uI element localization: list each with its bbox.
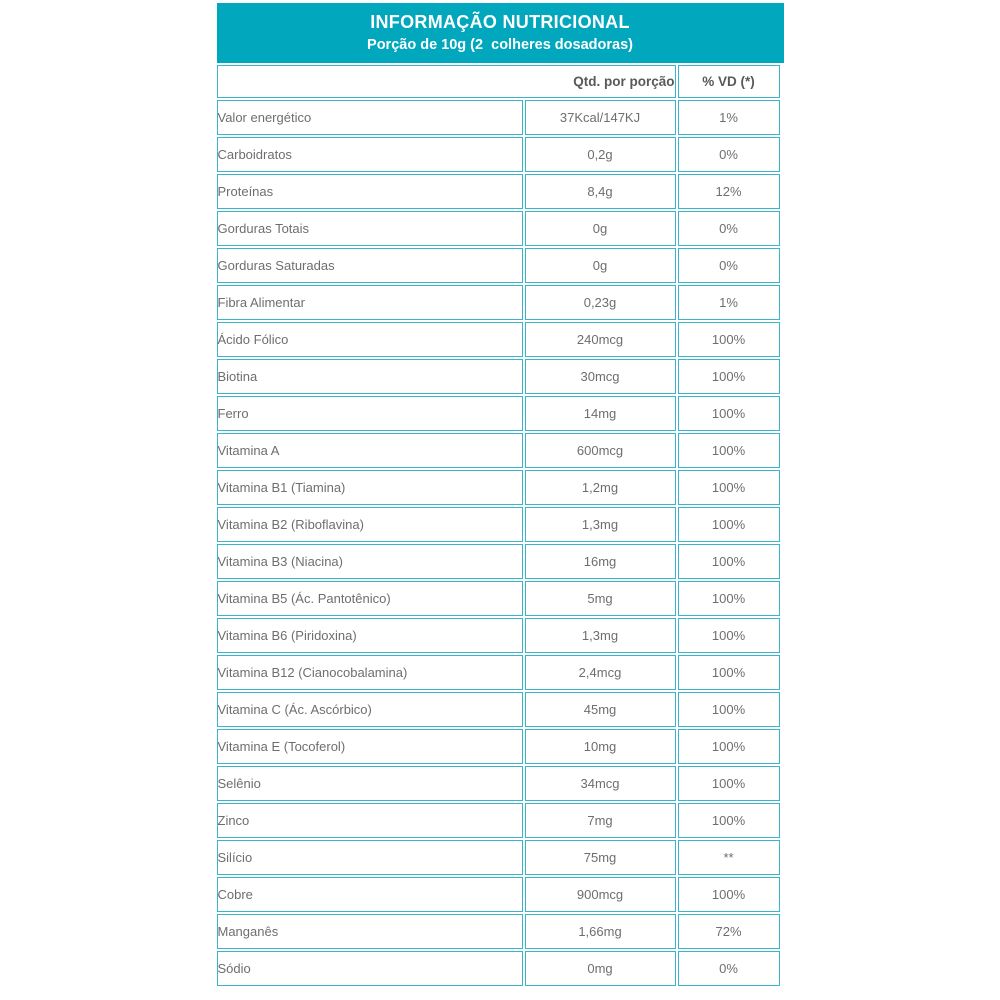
quantity-cell: 0g: [525, 211, 676, 246]
table-row: [217, 100, 780, 135]
table-body: [217, 100, 780, 986]
nutrient-name-cell: Vitamina B6 (Piridoxina): [217, 618, 523, 653]
daily-value-cell: 100%: [678, 766, 780, 801]
nutrient-name-cell: Vitamina B3 (Niacina): [217, 544, 523, 579]
nutrition-facts-table: [215, 63, 782, 988]
nutrient-name-cell: Vitamina C (Ác. Ascórbico): [217, 692, 523, 727]
nutrient-name-cell: Vitamina B5 (Ác. Pantotênico): [217, 581, 523, 616]
quantity-cell: 30mcg: [525, 359, 676, 394]
nutrient-name-cell: Vitamina B1 (Tiamina): [217, 470, 523, 505]
daily-value-cell: 12%: [678, 174, 780, 209]
quantity-cell: 0mg: [525, 951, 676, 986]
nutrient-name-cell: Vitamina A: [217, 433, 523, 468]
table-row: [217, 433, 780, 468]
daily-value-cell: 72%: [678, 914, 780, 949]
quantity-cell: 34mcg: [525, 766, 676, 801]
nutrient-name-cell: Vitamina B2 (Riboflavina): [217, 507, 523, 542]
table-row: [217, 285, 780, 320]
quantity-cell: 0,23g: [525, 285, 676, 320]
daily-value-cell: 100%: [678, 470, 780, 505]
table-row: [217, 914, 780, 949]
table-row: [217, 729, 780, 764]
daily-value-cell: 100%: [678, 433, 780, 468]
quantity-cell: 0g: [525, 248, 676, 283]
quantity-cell: 45mg: [525, 692, 676, 727]
table-row: [217, 692, 780, 727]
nutrient-name-cell: Valor energético: [217, 100, 523, 135]
daily-value-cell: 100%: [678, 581, 780, 616]
nutrient-name-cell: Gorduras Totais: [217, 211, 523, 246]
quantity-cell: 1,3mg: [525, 507, 676, 542]
nutrition-label: [217, 0, 784, 988]
nutrient-name-cell: Ferro: [217, 396, 523, 431]
table-row: [217, 803, 780, 838]
quantity-cell: 900mcg: [525, 877, 676, 912]
daily-value-cell: 100%: [678, 618, 780, 653]
table-row: [217, 766, 780, 801]
daily-value-cell: 1%: [678, 100, 780, 135]
table-row: [217, 618, 780, 653]
quantity-cell: 16mg: [525, 544, 676, 579]
nutrient-name-cell: Carboidratos: [217, 137, 523, 172]
daily-value-cell: 100%: [678, 544, 780, 579]
nutrient-name-cell: Cobre: [217, 877, 523, 912]
nutrient-name-cell: Zinco: [217, 803, 523, 838]
daily-value-cell: 100%: [678, 803, 780, 838]
daily-value-cell: 100%: [678, 729, 780, 764]
daily-value-cell: 100%: [678, 655, 780, 690]
table-row: [217, 322, 780, 357]
nutrient-name-cell: Gorduras Saturadas: [217, 248, 523, 283]
daily-value-cell: 100%: [678, 396, 780, 431]
nutrient-name-cell: Silício: [217, 840, 523, 875]
quantity-cell: 8,4g: [525, 174, 676, 209]
quantity-cell: 0,2g: [525, 137, 676, 172]
table-row: [217, 359, 780, 394]
daily-value-cell: 100%: [678, 359, 780, 394]
daily-value-cell: 0%: [678, 211, 780, 246]
table-row: [217, 174, 780, 209]
daily-value-cell: 0%: [678, 137, 780, 172]
table-row: [217, 211, 780, 246]
table-header-banner: [217, 3, 784, 63]
table-row: [217, 137, 780, 172]
quantity-cell: 37Kcal/147KJ: [525, 100, 676, 135]
quantity-cell: 240mcg: [525, 322, 676, 357]
table-row: [217, 248, 780, 283]
daily-value-cell: 0%: [678, 248, 780, 283]
table-row: [217, 544, 780, 579]
daily-value-cell: **: [678, 840, 780, 875]
quantity-cell: 14mg: [525, 396, 676, 431]
nutrient-name-cell: Manganês: [217, 914, 523, 949]
nutrient-name-cell: Vitamina E (Tocoferol): [217, 729, 523, 764]
daily-value-cell: 100%: [678, 507, 780, 542]
serving-size: Porção de 10g (2 colheres dosadoras): [367, 37, 633, 53]
daily-value-cell: 100%: [678, 322, 780, 357]
column-header-row: [217, 65, 780, 98]
table-title: INFORMAÇÃO NUTRICIONAL: [370, 12, 630, 32]
daily-value-cell: 1%: [678, 285, 780, 320]
daily-value-cell: 100%: [678, 692, 780, 727]
quantity-cell: 1,2mg: [525, 470, 676, 505]
table-row: [217, 581, 780, 616]
nutrient-name-cell: Ácido Fólico: [217, 322, 523, 357]
table-row: [217, 470, 780, 505]
quantity-cell: 7mg: [525, 803, 676, 838]
table-row: [217, 951, 780, 986]
table-row: [217, 396, 780, 431]
column-header-vd: % VD (*): [678, 65, 780, 98]
daily-value-cell: 100%: [678, 877, 780, 912]
daily-value-cell: 0%: [678, 951, 780, 986]
quantity-cell: 2,4mcg: [525, 655, 676, 690]
table-row: [217, 840, 780, 875]
nutrient-name-cell: Selênio: [217, 766, 523, 801]
quantity-cell: 1,3mg: [525, 618, 676, 653]
nutrient-name-cell: Proteínas: [217, 174, 523, 209]
table-row: [217, 877, 780, 912]
nutrient-name-cell: Vitamina B12 (Cianocobalamina): [217, 655, 523, 690]
quantity-cell: 5mg: [525, 581, 676, 616]
quantity-cell: 1,66mg: [525, 914, 676, 949]
nutrient-name-cell: Sódio: [217, 951, 523, 986]
quantity-cell: 75mg: [525, 840, 676, 875]
table-row: [217, 655, 780, 690]
nutrient-name-cell: Fibra Alimentar: [217, 285, 523, 320]
column-header-qty: Qtd. por porção: [217, 65, 676, 98]
table-row: [217, 507, 780, 542]
quantity-cell: 10mg: [525, 729, 676, 764]
nutrient-name-cell: Biotina: [217, 359, 523, 394]
quantity-cell: 600mcg: [525, 433, 676, 468]
